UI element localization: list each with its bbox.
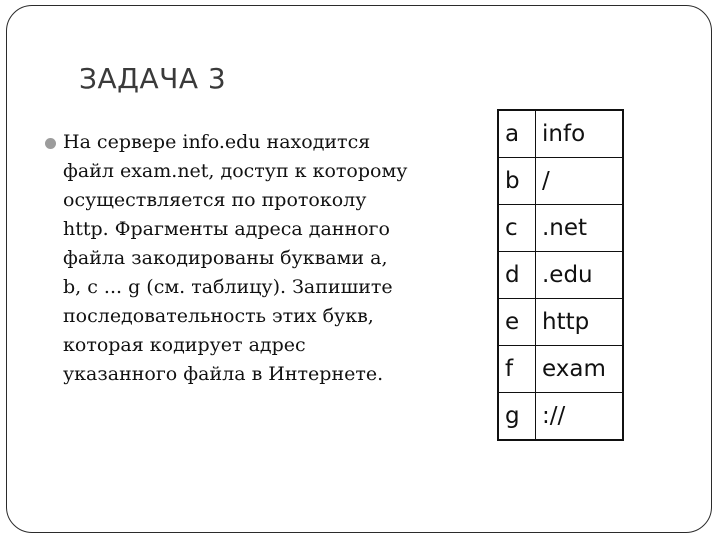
table-row (498, 393, 623, 441)
bullet-icon (45, 138, 56, 149)
letter-cell: d (498, 252, 536, 299)
value-cell: http (536, 299, 624, 346)
value-cell: info (536, 110, 624, 158)
letter-cell: e (498, 299, 536, 346)
value-cell: exam (536, 346, 624, 393)
letter-cell: a (498, 110, 536, 158)
value-cell: :// (536, 393, 624, 441)
table-row (498, 158, 623, 205)
value-cell: .edu (536, 252, 624, 299)
table-row (498, 205, 623, 252)
table-row (498, 252, 623, 299)
table-row (498, 346, 623, 393)
slide-title: ЗАДАЧА 3 (79, 62, 227, 95)
value-cell: / (536, 158, 624, 205)
table-row (498, 110, 623, 158)
table-row (498, 299, 623, 346)
letter-cell: c (498, 205, 536, 252)
task-text: На сервере info.edu находится файл exam.net, доступ к которому осуществляется по протоколу http. Фрагменты адреса данного файла закодированы буквами a, b, c ... g (см. таблицу). Запишите последовательность этих букв, которая кодирует адрес указанного файла в Интернете. (63, 131, 408, 385)
code-table (497, 109, 624, 441)
letter-cell: b (498, 158, 536, 205)
letter-cell: f (498, 346, 536, 393)
letter-cell: g (498, 393, 536, 441)
value-cell: .net (536, 205, 624, 252)
